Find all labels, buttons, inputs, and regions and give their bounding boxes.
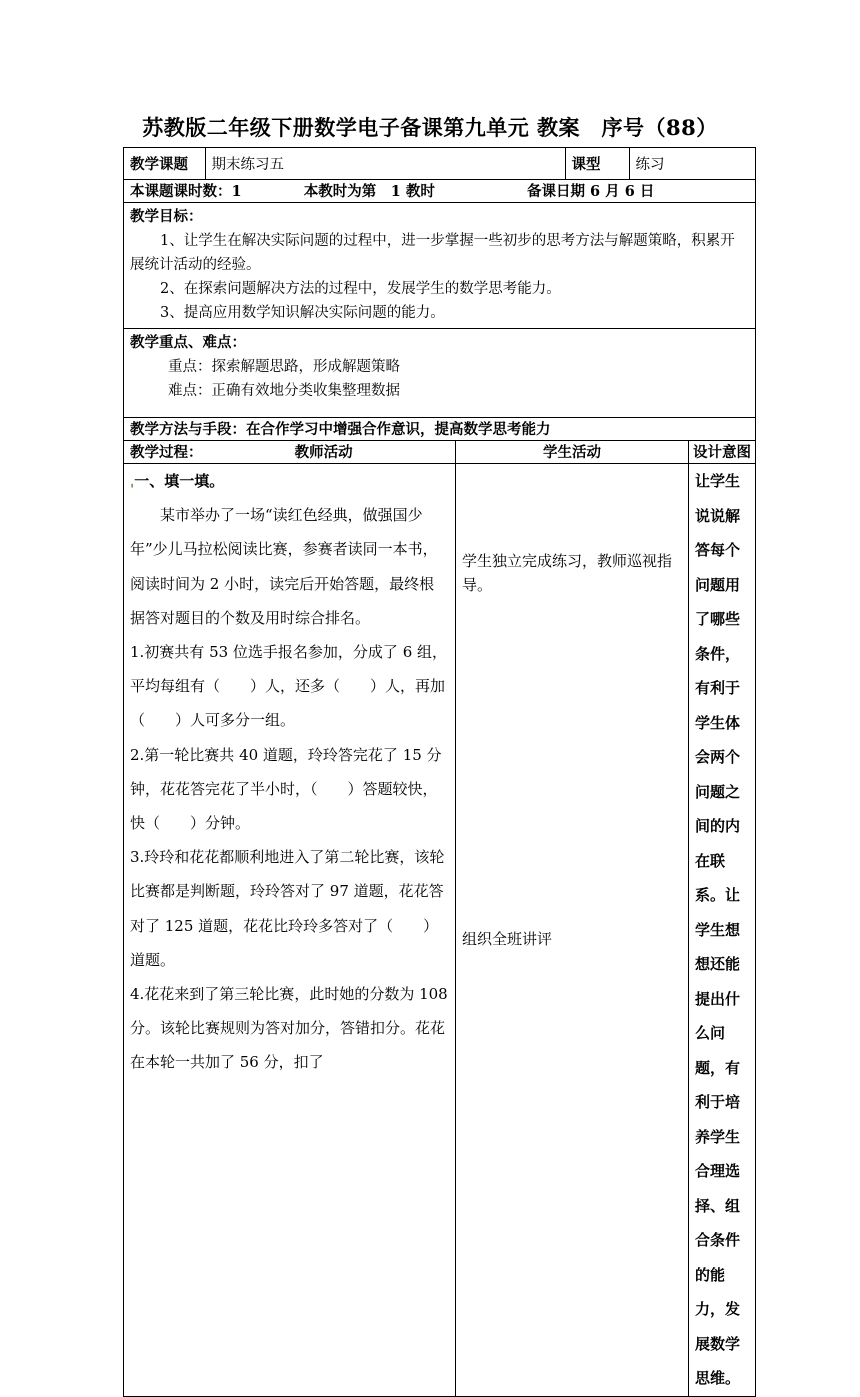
key-points-row <box>124 329 756 418</box>
key-point-item: 难点：正确有效地分类收集整理数据 <box>168 383 400 399</box>
process-label: 教学过程： <box>130 444 203 461</box>
page-title: 苏教版二年级下册数学电子备课第九单元 教案 序号（88） <box>142 115 718 140</box>
objective-item: 1、让学生在解决实际问题的过程中，进一步掌握一些初步的思考方法与解题策略，积累开展统计活动的经验。 <box>130 233 735 273</box>
key-point-item: 重点：探索解题思路，形成解题策略 <box>168 359 400 375</box>
current-hour-label: 本教时为第 1 教时 <box>303 183 435 200</box>
meta-row <box>124 180 756 203</box>
student-activity-first: 学生独立完成练习，教师巡视指导。 <box>462 552 673 594</box>
process-body-row <box>124 464 756 1397</box>
intro-paragraph: 某市举办了一场“读红色经典，做强国少年”少儿马拉松阅读比赛，参赛者读同一本书，阅读时间为 2 小时，读完后开始答题，最终根据答对题目的个数及用时综合排名。 <box>130 506 438 627</box>
student-activity-cell <box>456 464 689 1397</box>
methods-text: 教学方法与手段：在合作学习中增强合作意识，提高数学思考能力 <box>124 418 756 441</box>
question-4: 4.花花来到了第三轮比赛，此时她的分数为 108 分。该轮比赛规则为答对加分，答错扣分。花花在本轮一共加了 56 分，扣了 <box>130 985 448 1072</box>
key-points-heading: 教学重点、难点： <box>130 334 246 351</box>
student-activity-second: 组织全班讲评 <box>462 930 553 948</box>
objective-item: 2、在探索问题解决方法的过程中，发展学生的数学思考能力。 <box>160 281 561 297</box>
hours-label: 本课题课时数：1 <box>130 183 242 200</box>
type-value: 练习 <box>635 157 665 173</box>
objectives-row <box>124 203 756 329</box>
type-label: 课型 <box>565 148 629 179</box>
topic-row <box>124 148 756 180</box>
question-3: 3.玲玲和花花都顺利地进入了第二轮比赛，该轮比赛都是判断题，玲玲答对了 97 道题，花花答对了 125 道题，花花比玲玲多答对了（ ）道题。 <box>130 848 445 969</box>
objective-item: 3、提高应用数学知识解决实际问题的能力。 <box>160 305 445 321</box>
question-1: 1.初赛共有 53 位选手报名参加，分成了 6 组，平均每组有（ ）人，还多（ ）人，再加（ ）人可多分一组。 <box>130 643 448 730</box>
design-intent-header: 设计意图 <box>689 441 756 464</box>
topic-label: 教学课题 <box>124 148 205 179</box>
teacher-activity-cell <box>124 464 456 1397</box>
question-2: 2.第一轮比赛共 40 道题，玲玲答完花了 15 分钟，花花答完花了半小时，（ ）答题较快，快（ ）分钟。 <box>130 745 442 833</box>
student-activity-header: 学生活动 <box>456 441 689 464</box>
teacher-activity-header: 教师活动 <box>294 444 353 461</box>
methods-row <box>124 418 756 441</box>
prep-date-label: 备课日期 6 月 6 日 <box>526 183 655 200</box>
lesson-plan-table <box>123 147 756 1397</box>
edit-mark-icon: ˌ <box>130 472 135 490</box>
section-heading: ˌ一、填一填。 <box>130 472 225 490</box>
topic-value: 期末练习五 <box>205 148 565 179</box>
process-header-row <box>124 441 756 464</box>
objectives-heading: 教学目标： <box>130 208 203 225</box>
design-intent-cell: 让学生说说解答每个问题用了哪些条件，有利于学生体会两个问题之间的内在联系。让学生想想还能提出什么问题，有利于培养学生合理选择、组合条件的能力，发展数学思维。 <box>689 464 756 1397</box>
